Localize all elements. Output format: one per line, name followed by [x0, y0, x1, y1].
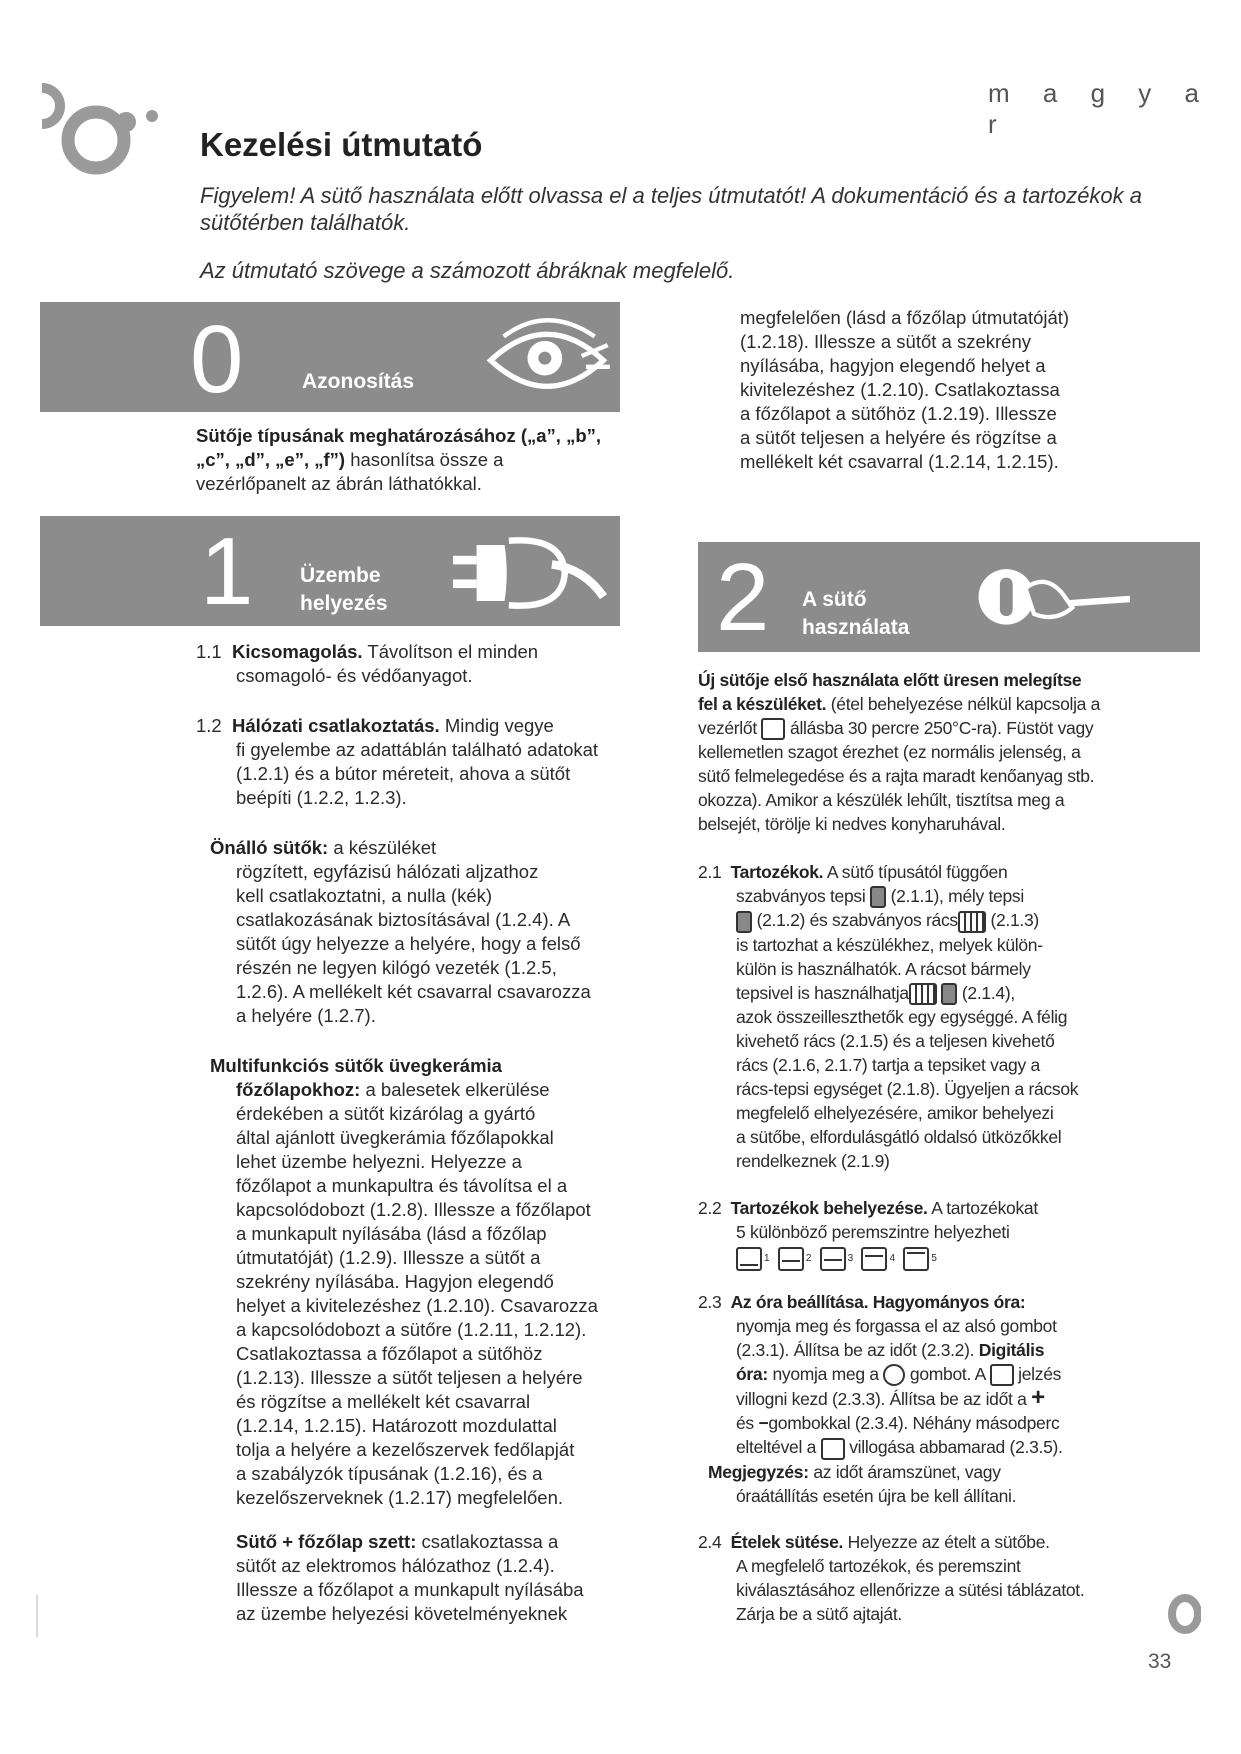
multi-lead-2: főzőlapokhoz: — [236, 1079, 361, 1100]
set-lead: Sütő + főzőlap szett: — [236, 1531, 417, 1552]
p24-line: A megfelelő tartozékok, és peremszint — [736, 1556, 1021, 1576]
p21-line: azok összeilleszthetők egy egységgé. A félig — [736, 1007, 1068, 1028]
p23-l3b: nyomja meg a — [772, 1364, 879, 1384]
right-top-line: (1.2.18). Illessze a sütőt a szekrény — [740, 331, 1031, 352]
para-1-2-num: 1.2 — [196, 715, 222, 736]
multi-text: a balesetek elkerülése — [365, 1079, 550, 1100]
p23-l2b: Digitális — [978, 1340, 1045, 1360]
level-3-icon — [820, 1247, 846, 1271]
section-2-heading-line1: A sütő — [802, 588, 867, 611]
right-top-line: megfelelően (lásd a főzőlap útmutatóját) — [740, 307, 1070, 328]
section-0-rest: hasonlítsa össze a vezérlőpanelt az ábrán láthatókkal. — [196, 449, 504, 494]
right-top-line: kivitelezéshez (1.2.10). Csatlakoztassa — [740, 379, 1060, 400]
section-0-band — [40, 302, 620, 412]
p21-line: rendelkeznek (2.1.9) — [736, 1151, 890, 1172]
level-label: 1 — [764, 1253, 770, 1265]
p21-l1a: szabványos tepsi — [736, 886, 866, 906]
knob-hand-icon — [970, 556, 1130, 642]
para-1-2-line: (1.2.1) és a bútor méreteit, ahova a sütőt — [236, 763, 571, 784]
p21-line: kivehető rács (2.1.5) és a teljesen kivehető — [736, 1031, 1055, 1052]
para-1-2-line: fi gyelembe az adattáblán található adatokat — [236, 739, 599, 760]
para-set — [236, 1530, 656, 1626]
section-0-number: 0 — [190, 306, 244, 413]
multi-line: a munkapult nyílásába (lásd a főzőlap — [236, 1223, 547, 1244]
para-1-2-lead: Hálózati csatlakoztatás. — [232, 715, 440, 736]
rack-icon — [909, 983, 937, 1005]
multi-line: érdekében a sütőt kizárólag a gyártó — [236, 1103, 536, 1124]
section-2-number: 2 — [716, 544, 770, 651]
minus-icon: − — [758, 1413, 769, 1434]
p21-line: rács (2.1.6, 2.1.7) tartja a tepsiket vagy a — [736, 1055, 1040, 1076]
para-2-4-num: 2.4 — [698, 1532, 722, 1552]
p23-l1: nyomja meg és forgassa el az alsó gombot — [736, 1316, 1057, 1336]
p23-l6b: villogása abbamarad (2.3.5). — [849, 1437, 1063, 1458]
deep-tray-icon — [736, 911, 752, 933]
multi-line: (1.2.13). Illessze a sütőt teljesen a helyére — [236, 1367, 583, 1388]
right-top-line: a sütőt teljesen a helyére és rögzítse a — [740, 427, 1057, 448]
p21-l2a: (2.1.2) és szabványos rács — [756, 910, 958, 931]
para-2-1-text: A sütő típusától függően — [826, 862, 1008, 882]
para-1-2-line: beépíti (1.2.2, 1.2.3). — [236, 787, 407, 808]
multi-line: által ajánlott üvegkerámia főzőlapokkal — [236, 1127, 554, 1148]
first-use-line: kellemetlen szagot érezhet (ez normális jelenség, a — [698, 742, 1081, 763]
eye-icon — [482, 312, 612, 400]
p23-l3d: jelzés — [1018, 1364, 1062, 1384]
language-label: m a g y a r — [988, 78, 1212, 139]
standalone-line: csatlakozásának biztosításával (1.2.4). A — [236, 909, 571, 930]
para-2-3-num: 2.3 — [698, 1292, 722, 1312]
multi-line: lehet üzembe helyezni. Helyezze a — [236, 1151, 522, 1172]
p21-line: megfelelő elhelyezésére, amikor behelyezi — [736, 1103, 1054, 1124]
p23-l5b: gombokkal (2.3.4). Néhány másodperc — [768, 1413, 1060, 1434]
margin-line — [36, 1595, 38, 1637]
first-use-text — [698, 668, 1178, 836]
standalone-line: rögzített, egyfázisú hálózati aljzathoz — [236, 861, 539, 882]
para-2-1-lead: Tartozékok. — [730, 862, 824, 882]
level-label: 5 — [931, 1253, 937, 1265]
note-line: óraátállítás esetén újra be kell állítani. — [736, 1485, 1017, 1506]
para-1-1-lead: Kicsomagolás. — [232, 641, 363, 662]
standalone-line: a helyére (1.2.7). — [236, 1005, 376, 1026]
section-1-band — [40, 516, 620, 626]
right-top-line: mellékelt két csavarral (1.2.14, 1.2.15). — [740, 451, 1059, 472]
section-0-lead: Sütője típusának meghatározásához („a”, „b”, „c”, „d”, „e”, „f”) — [196, 425, 602, 470]
right-top-line: a főzőlapot a sütőhöz (1.2.19). Illessze — [740, 403, 1057, 424]
standalone-line: 1.2.6). A mellékelt két csavarral csavarozza — [236, 981, 591, 1002]
fan-mode-icon — [761, 718, 785, 740]
multi-line: (1.2.14, 1.2.15). Határozott mozdulattal — [236, 1415, 557, 1436]
para-1-2 — [196, 714, 636, 810]
plug-icon — [440, 530, 610, 616]
section-2-band — [698, 542, 1200, 652]
p21-l5b: (2.1.4), — [961, 982, 1015, 1003]
p23-l3a: óra: — [736, 1364, 768, 1384]
p21-l5a: tepsivel is használhatja — [736, 982, 909, 1003]
multi-line: útmutatóját) (1.2.9). Illessze a sütőt a — [236, 1247, 541, 1268]
set-line: Illessze a főzőlapot a munkapult nyílásába — [236, 1579, 584, 1600]
level-label: 4 — [889, 1253, 895, 1265]
p22-l1: 5 különböző peremszintre helyezheti — [736, 1222, 1010, 1242]
level-4-icon — [861, 1247, 887, 1271]
section-1-heading-line1: Üzembe — [300, 564, 381, 587]
note-lead: Megjegyzés: — [708, 1461, 809, 1482]
brand-logo-icon — [34, 78, 174, 188]
plus-icon: + — [1031, 1384, 1045, 1412]
p21-l1b: (2.1.1), mély tepsi — [890, 886, 1024, 906]
p23-l5a: és — [736, 1413, 754, 1434]
level-label: 2 — [805, 1253, 812, 1265]
para-1-1-num: 1.1 — [196, 641, 222, 662]
para-2-4 — [698, 1530, 1188, 1626]
multi-line: kezelőszerveknek (1.2.17) megfelelően. — [236, 1487, 564, 1508]
set-line: az üzembe helyezési követelményeknek — [236, 1603, 568, 1624]
clock-display-icon — [990, 1364, 1014, 1386]
section-0-text — [196, 424, 616, 496]
para-2-2 — [698, 1196, 1188, 1271]
note-text: az időt áramszünet, vagy — [813, 1461, 1001, 1482]
standalone-line: sütőt úgy helyezze a helyére, hogy a felső — [236, 933, 581, 954]
para-2-4-lead: Ételek sütése. — [730, 1532, 844, 1552]
standalone-lead: Önálló sütők: — [210, 837, 329, 858]
para-1-1-text: Távolítson el minden — [367, 641, 539, 662]
multi-line: a szabályzók típusának (1.2.16), és a — [236, 1463, 543, 1484]
multi-lead-1: Multifunkciós sütők üvegkerámia — [210, 1055, 502, 1076]
clock-display-icon — [821, 1438, 845, 1460]
clock-icon — [883, 1364, 905, 1386]
p21-l4: külön is használhatók. A rácsot bármely — [736, 958, 1031, 979]
p21-line: rács-tepsi egységet (2.1.8). Ügyeljen a rácsok — [736, 1079, 1079, 1100]
para-2-2-text: A tartozékokat — [931, 1198, 1038, 1218]
rack-icon — [958, 911, 986, 933]
para-1-2-text: Mindig vegye — [444, 715, 554, 736]
multi-line: kapcsolódobozt (1.2.8). Illessze a főzőlapot — [236, 1199, 591, 1220]
multi-line: tolja a helyére a kezelőszervek fedőlapját — [236, 1439, 575, 1460]
p24-line: Zárja be a sütő ajtaját. — [736, 1604, 902, 1624]
intro-note: Az útmutató szövege a számozott ábráknak megfelelő. — [200, 258, 735, 283]
intro-warning: Figyelem! A sütő használata előtt olvassa el a teljes útmutatót! A dokumentáció és a tartozékok a sütőtérben találhatók. — [200, 183, 1143, 235]
right-top-line: nyílásába, hagyjon elegendő helyet a — [740, 355, 1046, 376]
section-2-heading-line2: használata — [802, 616, 910, 639]
multi-line: szekrény nyílásába. Hagyjon elegendő — [236, 1271, 554, 1292]
standalone-text: a készüléket — [333, 837, 437, 858]
multi-line: a kapcsolódobozt a sütőre (1.2.11, 1.2.12). — [236, 1319, 587, 1340]
para-2-1-num: 2.1 — [698, 862, 722, 882]
standalone-line: részén ne legyen kilógó vezeték (1.2.5, — [236, 957, 557, 978]
section-0-heading: Azonosítás — [302, 370, 415, 393]
page-title: Kezelési útmutató — [200, 126, 483, 163]
para-2-4-text: Helyezze az ételt a sütőbe. — [847, 1532, 1050, 1552]
para-2-2-lead: Tartozékok behelyezése. — [730, 1198, 928, 1218]
level-2-icon — [778, 1247, 804, 1271]
p24-line: kiválasztásához ellenőrizze a sütési táblázatot. — [736, 1580, 1085, 1600]
p21-l2b: (2.1.3) — [990, 910, 1039, 931]
first-use-line: sütő felmelegedése és a rajta maradt kenőanyag stb. — [698, 766, 1095, 787]
first-use-text-2a: vezérlőt — [698, 718, 757, 738]
page-number: 33 — [1148, 1650, 1172, 1673]
right-top-text — [740, 306, 1160, 474]
first-use-bold-2: fel a készüléket. — [698, 694, 827, 714]
para-2-2-num: 2.2 — [698, 1198, 722, 1218]
p23-l4a: villogni kezd (2.3.3). Állítsa be az időt a — [736, 1389, 1027, 1410]
first-use-text-1: (étel behelyezése nélkül kapcsolja a — [830, 694, 1101, 714]
para-2-1 — [698, 860, 1188, 1173]
para-2-3 — [698, 1290, 1188, 1508]
multi-line: és rögzítse a mellékelt két csavarral — [236, 1391, 531, 1412]
level-5-icon — [903, 1247, 929, 1271]
section-1-number: 1 — [200, 518, 254, 625]
standard-tray-icon — [870, 886, 886, 908]
para-standalone — [210, 836, 640, 1028]
first-use-line: belsejét, törölje ki nedves konyharuhával. — [698, 814, 1006, 835]
first-use-bold-1: Új sütője első használata előtt üresen melegítse — [698, 670, 1082, 690]
p21-l3: is tartozhat a készülékhez, melyek külön- — [736, 934, 1043, 955]
set-line: sütőt az elektromos hálózathoz (1.2.4). — [236, 1555, 555, 1576]
p23-l2a: (2.3.1). Állítsa be az időt (2.3.2). — [736, 1340, 975, 1360]
section-1-heading-line2: helyezés — [300, 592, 388, 615]
para-2-3-lead: Az óra beállítása. Hagyományos óra: — [730, 1292, 1026, 1312]
first-use-line: okozza). Amikor a készülék lehűlt, tisztítsa meg a — [698, 790, 1065, 811]
para-1-1 — [196, 640, 616, 688]
multi-line: Csatlakoztassa a főzőlapot a sütőhöz — [236, 1343, 543, 1364]
ring-decoration-icon — [1163, 1590, 1201, 1638]
set-text: csatlakoztassa a — [421, 1531, 559, 1552]
tray-icon — [941, 983, 957, 1005]
level-label: 3 — [847, 1253, 853, 1265]
level-1-icon — [736, 1247, 762, 1271]
para-multifunction — [210, 1054, 650, 1510]
para-1-1-text2: csomagoló- és védőanyagot. — [236, 665, 473, 686]
standalone-line: kell csatlakoztatni, a nulla (kék) — [236, 885, 493, 906]
p23-l6a: elteltével a — [736, 1437, 817, 1458]
multi-line: főzőlapot a munkapultra és távolítsa el a — [236, 1175, 568, 1196]
first-use-text-2b: állásba 30 percre 250°C-ra). Füstöt vagy — [790, 718, 1094, 738]
multi-line: helyet a kivitelezéshez (1.2.10). Csavarozza — [236, 1295, 598, 1316]
p23-l3c: gombot. A — [909, 1364, 986, 1384]
p21-line: a sütőbe, elfordulásgátló oldalsó ütközőkkel — [736, 1127, 1062, 1148]
